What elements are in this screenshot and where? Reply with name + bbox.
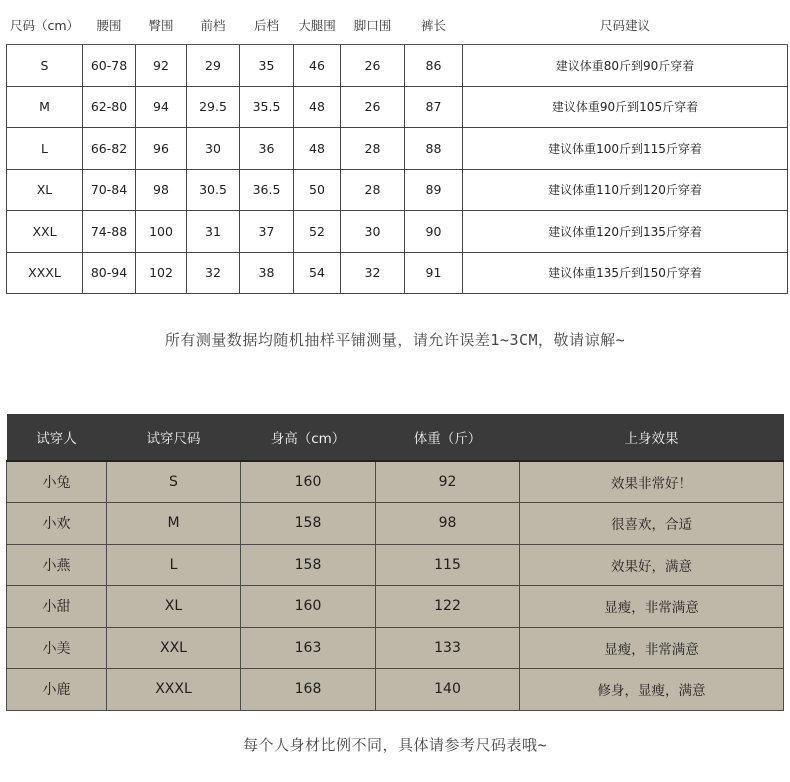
table-row <box>7 586 784 628</box>
tester-cell: 小鹿 <box>7 669 107 711</box>
waist-cell: 66-82 <box>83 128 136 170</box>
height-cell: 158 <box>241 544 376 586</box>
effect-cell: 显瘦，非常满意 <box>520 586 784 628</box>
waist-cell: 62-80 <box>83 86 136 128</box>
thigh-cell: 46 <box>294 45 341 87</box>
height-cell: 163 <box>241 627 376 669</box>
table-row <box>7 252 788 294</box>
front-rise-cell: 30 <box>187 128 240 170</box>
back-rise-cell: 35.5 <box>240 86 294 128</box>
effect-cell: 效果好，满意 <box>520 544 784 586</box>
height-cell: 160 <box>241 461 376 503</box>
front-rise-cell: 31 <box>187 211 240 253</box>
leg-opening-col-header: 脚口围 <box>341 6 405 45</box>
leg-opening-cell: 26 <box>341 45 405 87</box>
size-cell: XL <box>7 169 83 211</box>
front-rise-col-header: 前档 <box>187 6 240 45</box>
fitting-table <box>6 414 784 711</box>
effect-cell: 效果非常好！ <box>520 461 784 503</box>
advice-cell: 建议体重100斤到115斤穿着 <box>463 128 788 170</box>
back-rise-col-header: 后档 <box>240 6 294 45</box>
tried-size-cell: S <box>107 461 241 503</box>
leg-opening-cell: 26 <box>341 86 405 128</box>
hip-col-header: 臀围 <box>136 6 187 45</box>
leg-opening-cell: 28 <box>341 169 405 211</box>
length-cell: 87 <box>405 86 463 128</box>
measurement-note: 所有测量数据均随机抽样平铺测量，请允许误差1~3CM，敬请谅解~ <box>164 331 626 349</box>
tester-cell: 小燕 <box>7 544 107 586</box>
table-row <box>7 503 784 545</box>
weight-cell: 115 <box>376 544 520 586</box>
length-col-header: 裤长 <box>405 6 463 45</box>
tried-size-cell: L <box>107 544 241 586</box>
front-rise-cell: 30.5 <box>187 169 240 211</box>
table-row <box>7 86 788 128</box>
back-rise-cell: 37 <box>240 211 294 253</box>
tried-size-cell: XXL <box>107 627 241 669</box>
size-cell: XXXL <box>7 252 83 294</box>
back-rise-cell: 38 <box>240 252 294 294</box>
back-rise-cell: 35 <box>240 45 294 87</box>
size-table-header-row <box>7 6 788 45</box>
length-cell: 90 <box>405 211 463 253</box>
effect-cell: 显瘦，非常满意 <box>520 627 784 669</box>
size-cell: XXL <box>7 211 83 253</box>
advice-cell: 建议体重80斤到90斤穿着 <box>463 45 788 87</box>
length-cell: 89 <box>405 169 463 211</box>
front-rise-cell: 29 <box>187 45 240 87</box>
waist-cell: 74-88 <box>83 211 136 253</box>
weight-cell: 92 <box>376 461 520 503</box>
weight-cell: 133 <box>376 627 520 669</box>
size-cell: M <box>7 86 83 128</box>
effect-cell: 修身，显瘦，满意 <box>520 669 784 711</box>
hip-cell: 92 <box>136 45 187 87</box>
thigh-cell: 54 <box>294 252 341 294</box>
size-cell: L <box>7 128 83 170</box>
tester-cell: 小欢 <box>7 503 107 545</box>
thigh-col-header: 大腿围 <box>294 6 341 45</box>
back-rise-cell: 36 <box>240 128 294 170</box>
thigh-cell: 48 <box>294 128 341 170</box>
tester-cell: 小甜 <box>7 586 107 628</box>
tried-size-cell: XXXL <box>107 669 241 711</box>
length-cell: 91 <box>405 252 463 294</box>
thigh-cell: 52 <box>294 211 341 253</box>
height-cell: 158 <box>241 503 376 545</box>
height-cell: 160 <box>241 586 376 628</box>
waist-col-header: 腰围 <box>83 6 136 45</box>
waist-cell: 80-94 <box>83 252 136 294</box>
weight-cell: 122 <box>376 586 520 628</box>
length-cell: 88 <box>405 128 463 170</box>
table-row <box>7 669 784 711</box>
height-col-header: 身高（cm） <box>241 414 376 461</box>
advice-cell: 建议体重120斤到135斤穿着 <box>463 211 788 253</box>
tried-size-col-header: 试穿尺码 <box>107 414 241 461</box>
waist-cell: 70-84 <box>83 169 136 211</box>
fit-table-header-row <box>7 414 784 461</box>
hip-cell: 94 <box>136 86 187 128</box>
length-cell: 86 <box>405 45 463 87</box>
table-row <box>7 45 788 87</box>
tester-col-header: 试穿人 <box>7 414 107 461</box>
table-row <box>7 169 788 211</box>
thigh-cell: 50 <box>294 169 341 211</box>
thigh-cell: 48 <box>294 86 341 128</box>
table-row <box>7 128 788 170</box>
tried-size-cell: M <box>107 503 241 545</box>
size-chart-table <box>6 6 788 294</box>
advice-cell: 建议体重135斤到150斤穿着 <box>463 252 788 294</box>
table-row <box>7 627 784 669</box>
advice-cell: 建议体重90斤到105斤穿着 <box>463 86 788 128</box>
weight-cell: 140 <box>376 669 520 711</box>
waist-cell: 60-78 <box>83 45 136 87</box>
front-rise-cell: 32 <box>187 252 240 294</box>
leg-opening-cell: 32 <box>341 252 405 294</box>
table-row <box>7 544 784 586</box>
leg-opening-cell: 30 <box>341 211 405 253</box>
size-col-header: 尺码（cm） <box>7 6 83 45</box>
tried-size-cell: XL <box>107 586 241 628</box>
front-rise-cell: 29.5 <box>187 86 240 128</box>
tester-cell: 小兔 <box>7 461 107 503</box>
hip-cell: 96 <box>136 128 187 170</box>
hip-cell: 98 <box>136 169 187 211</box>
back-rise-cell: 36.5 <box>240 169 294 211</box>
advice-cell: 建议体重110斤到120斤穿着 <box>463 169 788 211</box>
effect-cell: 很喜欢，合适 <box>520 503 784 545</box>
weight-cell: 98 <box>376 503 520 545</box>
table-row <box>7 211 788 253</box>
leg-opening-cell: 28 <box>341 128 405 170</box>
size-cell: S <box>7 45 83 87</box>
height-cell: 168 <box>241 669 376 711</box>
hip-cell: 102 <box>136 252 187 294</box>
body-proportion-note: 每个人身材比例不同，具体请参考尺码表哦~ <box>242 736 548 754</box>
tester-cell: 小美 <box>7 627 107 669</box>
hip-cell: 100 <box>136 211 187 253</box>
effect-col-header: 上身效果 <box>520 414 784 461</box>
table-row <box>7 461 784 503</box>
advice-col-header: 尺码建议 <box>463 6 788 45</box>
weight-col-header: 体重（斤） <box>376 414 520 461</box>
